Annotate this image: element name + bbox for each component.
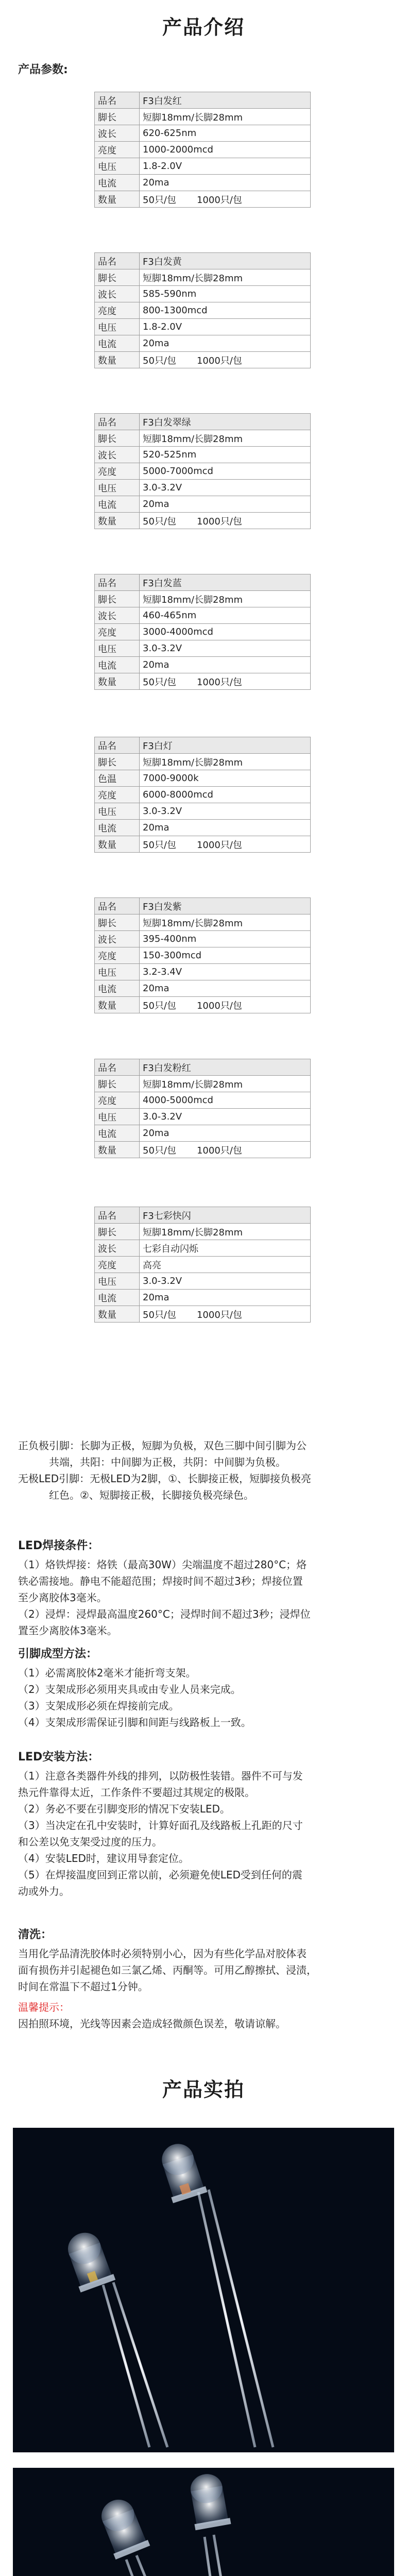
spec-value-text: F3白灯	[143, 740, 173, 752]
spec-row	[95, 624, 311, 640]
spec-key: 数量	[95, 997, 140, 1013]
install-notes	[18, 1749, 392, 1900]
spec-key: 数量	[95, 836, 140, 853]
spec-row	[95, 640, 311, 657]
spec-value-text: 6000-8000mcd	[143, 789, 213, 800]
spec-value-text: 520-525nm	[143, 449, 197, 460]
spec-value	[140, 1142, 311, 1158]
spec-row	[95, 191, 311, 208]
spec-value-text: 585-590nm	[143, 289, 197, 299]
spec-key: 脚长	[95, 430, 140, 447]
spec-row	[95, 1059, 311, 1076]
spec-value	[140, 463, 311, 480]
spec-key: 电压	[95, 480, 140, 496]
install-line: 动或外力。	[18, 1885, 70, 1897]
spec-value-text: 短脚18mm/长脚28mm	[143, 433, 243, 445]
spec-value-text: 7000-9000k	[143, 773, 199, 784]
spec-value-text: F3七彩快闪	[143, 1210, 191, 1222]
cleaning-title: 清洗：	[18, 1928, 53, 1941]
spec-key: 电压	[95, 803, 140, 820]
spec-row	[95, 1125, 311, 1142]
spec-row	[95, 1306, 311, 1323]
spec-value-text: 短脚18mm/长脚28mm	[143, 594, 243, 605]
spec-key: 品名	[95, 414, 140, 430]
spec-key: 电压	[95, 319, 140, 335]
spec-value	[140, 1224, 311, 1240]
spec-value-text: 460-465nm	[143, 610, 197, 621]
spec-key: 电流	[95, 496, 140, 513]
spec-value-text: 50只/包	[143, 516, 176, 527]
spec-value-text: 50只/包	[143, 194, 176, 206]
spec-row	[95, 1207, 311, 1224]
spec-row	[95, 754, 311, 770]
solder-title: LED焊接条件：	[18, 1539, 99, 1552]
install-line: 热元件靠得太近，工作条件不要超过其规定的极限。	[18, 1786, 255, 1799]
spec-value	[140, 836, 311, 853]
forming-line: （2）支架成形必须用夹具或由专业人员来完成。	[18, 1683, 241, 1696]
spec-value-text: 800-1300mcd	[143, 305, 208, 316]
spec-value	[140, 1076, 311, 1092]
spec-row	[95, 447, 311, 463]
spec-value-text: 20ma	[143, 1292, 169, 1303]
spec-key: 数量	[95, 1142, 140, 1158]
spec-value	[140, 574, 311, 591]
spec-key: 脚长	[95, 754, 140, 770]
spec-table	[94, 897, 311, 1013]
spec-value-text: 3.2-3.4V	[143, 967, 182, 977]
params-label: 产品参数:	[18, 63, 68, 76]
spec-value	[140, 335, 311, 352]
solder-line: 置至少离胶体3毫米。	[18, 1624, 117, 1637]
install-line: （5）在焊接温度回到正常以前，必须避免使LED受到任何的震	[18, 1869, 302, 1881]
spec-key: 电压	[95, 640, 140, 657]
spec-value-text: F3白发红	[143, 95, 182, 107]
spec-value-text: 3.0-3.2V	[143, 806, 182, 817]
spec-value	[140, 414, 311, 430]
spec-key: 电流	[95, 1290, 140, 1306]
spec-value-text: 50只/包	[143, 1000, 176, 1011]
spec-key: 品名	[95, 737, 140, 754]
spec-value	[140, 640, 311, 657]
pin-line: 红色。②、短脚接正极，长脚接负极亮绿色。	[49, 1489, 254, 1501]
spec-row	[95, 253, 311, 269]
spec-key: 品名	[95, 1059, 140, 1076]
spec-key: 电压	[95, 158, 140, 175]
spec-key: 色温	[95, 770, 140, 787]
spec-row	[95, 898, 311, 914]
spec-key: 电流	[95, 980, 140, 997]
spec-value-text: 3.0-3.2V	[143, 643, 182, 654]
spec-value-text: 3.0-3.2V	[143, 1276, 182, 1286]
spec-row	[95, 1290, 311, 1306]
install-line: （4）安装LED时，建议用导套定位。	[18, 1852, 189, 1865]
spec-value-text: 395-400nm	[143, 934, 197, 944]
spec-key: 电流	[95, 820, 140, 836]
spec-row	[95, 997, 311, 1013]
spec-value	[140, 430, 311, 447]
spec-value	[140, 1306, 311, 1323]
spec-row	[95, 737, 311, 754]
tip-title: 温馨提示：	[18, 2001, 70, 2013]
spec-row	[95, 1142, 311, 1158]
spec-row	[95, 673, 311, 690]
spec-row	[95, 430, 311, 447]
spec-row	[95, 964, 311, 980]
spec-value-text: F3白发紫	[143, 901, 182, 912]
spec-row	[95, 770, 311, 787]
spec-value	[140, 914, 311, 931]
spec-value	[140, 1125, 311, 1142]
spec-value-text: 150-300mcd	[143, 950, 202, 961]
cleaning-line: 面有损伤并引起褪色如三氯乙烯、丙酮等。可用乙醇擦拭、浸渍，	[18, 1964, 317, 1976]
spec-key: 电流	[95, 1125, 140, 1142]
spec-key: 亮度	[95, 142, 140, 158]
spec-value	[140, 1207, 311, 1224]
solder-line: （1）烙铁焊接：烙铁（最高30W）尖端温度不超过280°C；烙	[18, 1558, 307, 1571]
spec-row	[95, 591, 311, 607]
spec-key: 亮度	[95, 1092, 140, 1109]
spec-value-text: 1.8-2.0V	[143, 161, 182, 172]
spec-table	[94, 1207, 311, 1323]
spec-key: 电压	[95, 1273, 140, 1290]
spec-value	[140, 898, 311, 914]
spec-row	[95, 319, 311, 335]
spec-key: 亮度	[95, 947, 140, 964]
led-photo-1	[13, 2128, 394, 2452]
spec-value-text: 1000只/包	[196, 1145, 242, 1156]
spec-value	[140, 352, 311, 368]
spec-row	[95, 980, 311, 997]
spec-table	[94, 252, 311, 368]
spec-value	[140, 253, 311, 269]
spec-value	[140, 142, 311, 158]
spec-value-text: 1.8-2.0V	[143, 321, 182, 332]
spec-row	[95, 1240, 311, 1257]
spec-value-text: 620-625nm	[143, 128, 197, 139]
install-title: LED安装方法：	[18, 1751, 99, 1764]
photos-title: 产品实拍	[162, 2078, 245, 2101]
spec-key: 脚长	[95, 109, 140, 125]
spec-value-text: F3白发蓝	[143, 578, 182, 589]
spec-value-text: 20ma	[143, 177, 169, 188]
spec-value-text: 20ma	[143, 499, 169, 510]
spec-value-text: 短脚18mm/长脚28mm	[143, 918, 243, 929]
spec-value	[140, 980, 311, 997]
spec-key: 波长	[95, 286, 140, 302]
spec-key: 脚长	[95, 914, 140, 931]
forming-line: （3）支架成形必须在焊接前完成。	[18, 1700, 179, 1712]
spec-row	[95, 286, 311, 302]
led-photo-1-art	[13, 2128, 394, 2452]
spec-value-text: 50只/包	[143, 1145, 176, 1156]
spec-key: 波长	[95, 931, 140, 947]
spec-key: 数量	[95, 673, 140, 690]
spec-value	[140, 1290, 311, 1306]
led-photo-2-art	[13, 2468, 394, 2576]
spec-row	[95, 914, 311, 931]
cleaning-notes	[18, 1927, 392, 1995]
spec-value-text: 20ma	[143, 659, 169, 670]
install-line: 和公差以免支架受过度的压力。	[18, 1836, 162, 1848]
solder-line: （2）浸焊：浸焊最高温度260°C；浸焊时间不超过3秒；浸焊位	[18, 1608, 311, 1620]
spec-value-text: 3.0-3.2V	[143, 482, 182, 493]
spec-row	[95, 463, 311, 480]
pin-line: 无极LED引脚：无极LED为2脚，①、长脚接正极，短脚接负极亮	[18, 1472, 312, 1485]
spec-row	[95, 125, 311, 142]
spec-value	[140, 947, 311, 964]
spec-row	[95, 1076, 311, 1092]
spec-value-text: 1000只/包	[196, 1309, 242, 1320]
spec-value	[140, 480, 311, 496]
spec-value-text: 4000-5000mcd	[143, 1095, 213, 1106]
spec-row	[95, 269, 311, 286]
solder-line: 至少离胶体3毫米。	[18, 1591, 107, 1604]
spec-value	[140, 820, 311, 836]
spec-key: 数量	[95, 513, 140, 529]
spec-key: 波长	[95, 607, 140, 624]
spec-value-text: 20ma	[143, 983, 169, 994]
spec-value-text: 1000只/包	[196, 516, 242, 527]
spec-row	[95, 158, 311, 175]
spec-row	[95, 1109, 311, 1125]
spec-key: 品名	[95, 898, 140, 914]
spec-value	[140, 607, 311, 624]
spec-value-text: 1000只/包	[196, 355, 242, 366]
spec-row	[95, 496, 311, 513]
solder-line: 铁必需接地。静电不能超范围；焊接时间不超过3秒；焊接位置	[18, 1575, 303, 1587]
spec-value	[140, 997, 311, 1013]
spec-row	[95, 607, 311, 624]
spec-value	[140, 191, 311, 208]
spec-key: 亮度	[95, 463, 140, 480]
spec-value	[140, 1257, 311, 1273]
spec-row	[95, 947, 311, 964]
spec-key: 亮度	[95, 624, 140, 640]
spec-value	[140, 1092, 311, 1109]
spec-value	[140, 803, 311, 820]
spec-value-text: 20ma	[143, 822, 169, 833]
led-photo-2	[13, 2468, 394, 2576]
spec-table	[94, 1059, 311, 1158]
spec-value	[140, 513, 311, 529]
spec-key: 电压	[95, 1109, 140, 1125]
spec-table	[94, 92, 311, 208]
install-line: （3）当决定在孔中安装时，计算好面孔及线路板上孔距的尺寸	[18, 1819, 303, 1832]
spec-value-text: 5000-7000mcd	[143, 466, 213, 477]
spec-value	[140, 125, 311, 142]
install-line: （2）务必不要在引脚变形的情况下安装LED。	[18, 1803, 230, 1815]
spec-value	[140, 737, 311, 754]
spec-value-text: 20ma	[143, 338, 169, 349]
tip-line: 因拍照环境，光线等因素会造成轻微颜色误差，敬请谅解。	[18, 2018, 286, 2030]
spec-key: 电流	[95, 175, 140, 191]
intro-title: 产品介绍	[162, 16, 245, 39]
spec-row	[95, 803, 311, 820]
spec-key: 波长	[95, 447, 140, 463]
spec-row	[95, 1273, 311, 1290]
spec-key: 品名	[95, 92, 140, 109]
spec-row	[95, 109, 311, 125]
spec-value	[140, 286, 311, 302]
spec-value	[140, 673, 311, 690]
spec-value-text: 1000只/包	[196, 1000, 242, 1011]
spec-value-text: 20ma	[143, 1128, 169, 1139]
spec-value	[140, 931, 311, 947]
spec-key: 电流	[95, 335, 140, 352]
spec-value	[140, 302, 311, 319]
spec-key: 数量	[95, 1306, 140, 1323]
spec-value	[140, 1240, 311, 1257]
spec-key: 脚长	[95, 1076, 140, 1092]
pin-line: 正负极引脚：长脚为正极，短脚为负极，双色三脚中间引脚为公	[18, 1439, 307, 1452]
spec-row	[95, 335, 311, 352]
spec-row	[95, 931, 311, 947]
spec-key: 波长	[95, 1240, 140, 1257]
spec-row	[95, 657, 311, 673]
spec-value	[140, 319, 311, 335]
spec-row	[95, 480, 311, 496]
spec-value-text: F3白发粉红	[143, 1062, 191, 1074]
spec-key: 脚长	[95, 591, 140, 607]
spec-key: 亮度	[95, 302, 140, 319]
spec-value-text: 高亮	[143, 1260, 161, 1271]
spec-key: 品名	[95, 1207, 140, 1224]
forming-line: （1）必需离胶体2毫米才能折弯支架。	[18, 1667, 196, 1679]
forming-title: 引脚成型方法：	[18, 1648, 98, 1660]
spec-value	[140, 770, 311, 787]
spec-value-text: F3白发黄	[143, 256, 182, 267]
spec-row	[95, 302, 311, 319]
pin-line: 共端，共阳：中间脚为正极，共阴：中间脚为负极。	[49, 1456, 286, 1468]
spec-value	[140, 754, 311, 770]
spec-row	[95, 1257, 311, 1273]
spec-row	[95, 820, 311, 836]
spec-key: 电压	[95, 964, 140, 980]
spec-value-text: 短脚18mm/长脚28mm	[143, 1079, 243, 1090]
spec-value	[140, 109, 311, 125]
spec-value	[140, 158, 311, 175]
spec-value	[140, 1273, 311, 1290]
spec-value-text: F3白发翠绿	[143, 417, 191, 428]
spec-value	[140, 1059, 311, 1076]
spec-value-text: 50只/包	[143, 355, 176, 366]
cleaning-line: 时间在常温下不超过1分钟。	[18, 1980, 148, 1993]
spec-row	[95, 1092, 311, 1109]
spec-value	[140, 787, 311, 803]
spec-value-text: 50只/包	[143, 839, 176, 851]
spec-value	[140, 657, 311, 673]
spec-key: 数量	[95, 191, 140, 208]
spec-value-text: 3000-4000mcd	[143, 626, 213, 637]
spec-value	[140, 1109, 311, 1125]
spec-value-text: 短脚18mm/长脚28mm	[143, 112, 243, 123]
spec-value-text: 50只/包	[143, 676, 176, 688]
forming-line: （4）支架成形需保证引脚和间距与线路板上一致。	[18, 1716, 251, 1728]
spec-key: 脚长	[95, 269, 140, 286]
spec-value	[140, 175, 311, 191]
spec-row	[95, 92, 311, 109]
spec-row	[95, 414, 311, 430]
spec-key: 脚长	[95, 1224, 140, 1240]
pin-notes	[18, 1437, 392, 1503]
spec-key: 数量	[95, 352, 140, 368]
spec-row	[95, 836, 311, 853]
install-line: （1）注意各类器件外线的排列，以防极性装错。器件不可与发	[18, 1770, 303, 1782]
spec-value	[140, 447, 311, 463]
spec-value	[140, 92, 311, 109]
spec-table	[94, 737, 311, 853]
spec-value	[140, 624, 311, 640]
spec-value-text: 七彩自动闪烁	[143, 1243, 198, 1255]
spec-value	[140, 269, 311, 286]
spec-row	[95, 175, 311, 191]
spec-key: 电流	[95, 657, 140, 673]
spec-value-text: 1000只/包	[196, 194, 242, 206]
forming-notes	[18, 1646, 392, 1731]
spec-row	[95, 352, 311, 368]
spec-value-text: 3.0-3.2V	[143, 1111, 182, 1122]
spec-value	[140, 964, 311, 980]
spec-key: 亮度	[95, 787, 140, 803]
spec-table	[94, 413, 311, 529]
spec-key: 品名	[95, 253, 140, 269]
spec-key: 品名	[95, 574, 140, 591]
spec-value	[140, 591, 311, 607]
solder-notes	[18, 1538, 392, 1639]
spec-value-text: 短脚18mm/长脚28mm	[143, 273, 243, 284]
spec-key: 波长	[95, 125, 140, 142]
spec-value-text: 短脚18mm/长脚28mm	[143, 757, 243, 768]
spec-value-text: 短脚18mm/长脚28mm	[143, 1227, 243, 1238]
spec-value-text: 1000只/包	[196, 839, 242, 851]
spec-row	[95, 574, 311, 591]
spec-value-text: 1000-2000mcd	[143, 144, 213, 155]
spec-value-text: 1000只/包	[196, 676, 242, 688]
spec-table	[94, 574, 311, 690]
spec-key: 亮度	[95, 1257, 140, 1273]
spec-value-text: 50只/包	[143, 1309, 176, 1320]
spec-row	[95, 513, 311, 529]
spec-value	[140, 496, 311, 513]
tip-notes	[18, 1999, 392, 2032]
spec-row	[95, 787, 311, 803]
spec-row	[95, 142, 311, 158]
spec-row	[95, 1224, 311, 1240]
cleaning-line: 当用化学品清洗胶体时必须特别小心，因为有些化学品对胶体表	[18, 1947, 307, 1960]
